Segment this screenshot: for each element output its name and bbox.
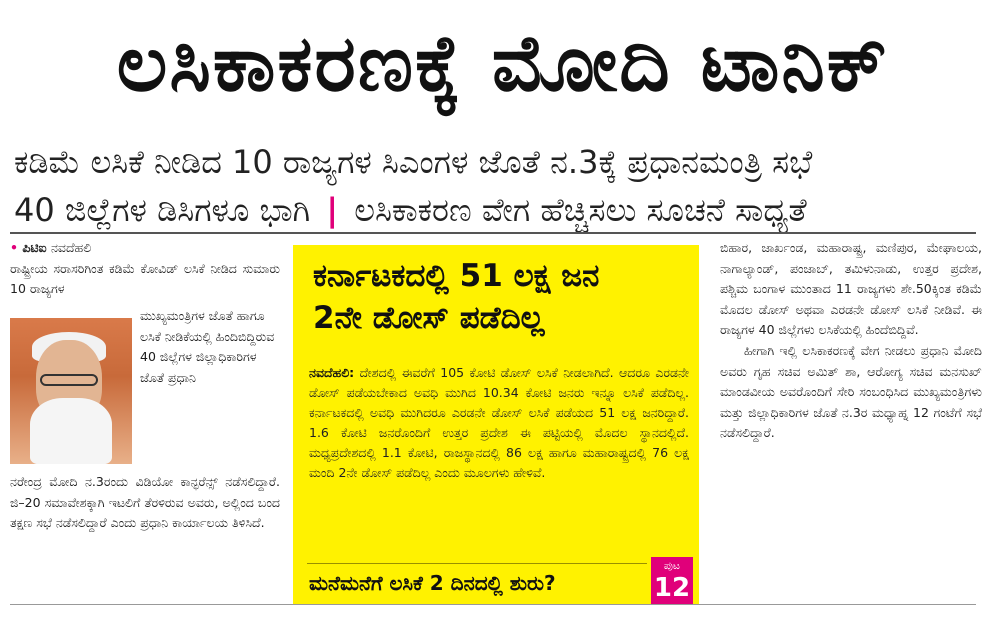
box-title-line1: ಕರ್ನಾಟಕದಲ್ಲಿ 51 ಲಕ್ಷ ಜನ [313, 258, 600, 294]
box-divider [307, 563, 647, 564]
right-para-1: ಬಿಹಾರ, ಜಾರ್ಖಂಡ, ಮಹಾರಾಷ್ಟ್ರ, ಮಣಿಪುರ, ಮೇಘಾಲಯ, ನಾಗಾಲ್ಯಾಂಡ್, ಪಂಜಾಬ್, ತಮಿಳುನಾಡು, ಉತ್ತರ ಪ್ರದೇಶ, ಪಶ್ಚಿಮ ಬಂಗಾಳ ಮುಂತಾದ 11 ರಾಜ್ಯಗಳು ಶೇ.50ಕ್ಕಿಂತ ಕಡಿಮೆ ಮೊದಲ ಡೋಸ್ ಅಥವಾ ಎರಡನೇ ಡೋಸ್ ಲಸಿಕೆ ನೀಡಿವೆ. ಈ ರಾಜ್ಯಗಳ 40 ಜಿಲ್ಲೆಗಳು ಲಸಿಕೆಯಲ್ಲಿ ಹಿಂದೆಬಿದ್ದಿವೆ. [720, 240, 982, 338]
subheadline-2a: 40 ಜಿಲ್ಲೆಗಳ ಡಿಸಿಗಳೂ ಭಾಗಿ [14, 191, 311, 229]
box-title [313, 255, 693, 339]
photo-glasses [40, 374, 98, 386]
subheadline-2 [14, 188, 807, 232]
box-story-text: ದೇಶದಲ್ಲಿ ಈವರೆಗೆ 105 ಕೋಟಿ ಡೋಸ್ ಲಸಿಕೆ ನೀಡಲಾಗಿದೆ. ಆದರೂ ಎರಡನೇ ಡೋಸ್ ಪಡೆಯಬೇಕಾದ ಅವಧಿ ಮುಗಿದ 10.34 ಕೋಟಿ ಜನರು ಇನ್ನೂ ಲಸಿಕೆ ಪಡೆದಿಲ್ಲ. ಕರ್ನಾಟಕದಲ್ಲಿ ಅವಧಿ ಮುಗಿದರೂ ಎರಡನೇ ಡೋಸ್ ಲಸಿಕೆ ಪಡೆಯದ 51 ಲಕ್ಷ ಜನರಿದ್ದಾರೆ. 1.6 ಕೋಟಿ ಜನರೊಂದಿಗೆ ಉತ್ತರ ಪ್ರದೇಶ ಈ ಪಟ್ಟಿಯಲ್ಲಿ ಮೊದಲ ಸ್ಥಾನದಲ್ಲಿದೆ. ಮಧ್ಯಪ್ರದೇಶದಲ್ಲಿ 1.1 ಕೋಟಿ, ರಾಜಸ್ಥಾನದಲ್ಲಿ 86 ಲಕ್ಷ ಹಾಗೂ ಮಹಾರಾಷ್ಟ್ರದಲ್ಲಿ 76 ಲಕ್ಷ ಮಂದಿ 2ನೇ ಡೋಸ್ ಪಡೆದಿಲ್ಲ ಎಂದು ಮೂಲಗಳು ಹೇಳಿವೆ. [309, 365, 689, 480]
modi-photo [10, 318, 132, 464]
left-wrap-text: ಮುಖ್ಯಮಂತ್ರಿಗಳ ಜೊತೆ ಹಾಗೂ ಲಸಿಕೆ ನೀಡಿಕೆಯಲ್ಲಿ ಹಿಂದಿಬಿದ್ದಿರುವ 40 ಜಿಲ್ಲೆಗಳ ಜಿಲ್ಲಾಧಿಕಾರಿಗಳ ಜೊತೆ ಪ್ರಧಾನಿ [140, 308, 275, 385]
byline [10, 238, 280, 259]
byline-bullet-icon: • [10, 240, 18, 255]
page-reference-badge[interactable] [651, 557, 693, 605]
byline-city: ನವದೆಹಲಿ [50, 240, 92, 255]
box-dateline: ನವದೆಹಲಿ: [309, 365, 355, 380]
bottom-rule [10, 604, 976, 605]
photo-beard [30, 398, 112, 464]
box-story [309, 363, 689, 483]
page-number: 12 [653, 573, 691, 603]
box-teaser: ಮನೆಮನೆಗೆ ಲಸಿಕೆ 2 ದಿನದಲ್ಲಿ ಶುರು? [309, 571, 556, 595]
right-column [720, 238, 982, 444]
left-column [10, 238, 280, 300]
left-rest-text: ನರೇಂದ್ರ ಮೋದಿ ನ.3ರಂದು ವಿಡಿಯೋ ಕಾನ್ಫರೆನ್ಸ್ ನಡೆಸಲಿದ್ದಾರೆ. ಜಿ–20 ಸಮಾವೇಶಕ್ಕಾಗಿ ಇಟಲಿಗೆ ತೆರಳಿರುವ ಅವರು, ಅಲ್ಲಿಂದ ಬಂದ ತಕ್ಷಣ ಸಭೆ ನಡೆಸಲಿದ್ದಾರೆ ಎಂದು ಪ್ರಧಾನಿ ಕಾರ್ಯಾಲಯ ತಿಳಿಸಿದೆ. [10, 474, 280, 531]
main-headline: ಲಸಿಕಾಕರಣಕ್ಕೆ ಮೋದಿ ಟಾನಿಕ್ [116, 19, 890, 109]
byline-agency: ಪಿಟಿಐ [22, 240, 47, 255]
page-label: ಪುಟ [663, 559, 681, 572]
subheadline-1: ಕಡಿಮೆ ಲಸಿಕೆ ನೀಡಿದ 10 ರಾಜ್ಯಗಳ ಸಿಎಂಗಳ ಜೊತೆ ನ.3ಕ್ಕೆ ಪ್ರಧಾನಮಂತ್ರಿ ಸಭೆ [14, 143, 813, 181]
subheadline-separator: | [326, 191, 339, 229]
left-intro: ರಾಷ್ಟ್ರೀಯ ಸರಾಸರಿಗಿಂತ ಕಡಿಮೆ ಕೋವಿಡ್ ಲಸಿಕೆ ನೀಡಿದ ಸುಮಾರು 10 ರಾಜ್ಯಗಳ [10, 260, 280, 297]
highlight-box [293, 245, 699, 605]
box-title-line2: 2ನೇ ಡೋಸ್ ಪಡೆದಿಲ್ಲ [313, 300, 545, 336]
right-para-2: ಹೀಗಾಗಿ ಇಲ್ಲಿ ಲಸಿಕಾಕರಣಕ್ಕೆ ವೇಗ ನೀಡಲು ಪ್ರಧಾನಿ ಮೋದಿ ಅವರು ಗೃಹ ಸಚಿವ ಅಮಿತ್ ಶಾ, ಆರೋಗ್ಯ ಸಚಿವ ಮನಸುಖ್ ಮಾಂಡವೀಯ ಅವರೊಂದಿಗೆ ಸೇರಿ ಸಂಬಂಧಿಸಿದ ಮುಖ್ಯಮಂತ್ರಿಗಳು ಮತ್ತು ಜಿಲ್ಲಾಧಿಕಾರಿಗಳ ಜೊತೆ ನ.3ರ ಮಧ್ಯಾಹ್ನ 12 ಗಂಟೆಗೆ ಸಭೆ ನಡೆಸಲಿದ್ದಾರೆ. [720, 342, 982, 441]
subheadline-2b: ಲಸಿಕಾಕರಣ ವೇಗ ಹೆಚ್ಚಿಸಲು ಸೂಚನೆ ಸಾಧ್ಯತೆ [354, 191, 807, 229]
top-rule [10, 232, 976, 234]
